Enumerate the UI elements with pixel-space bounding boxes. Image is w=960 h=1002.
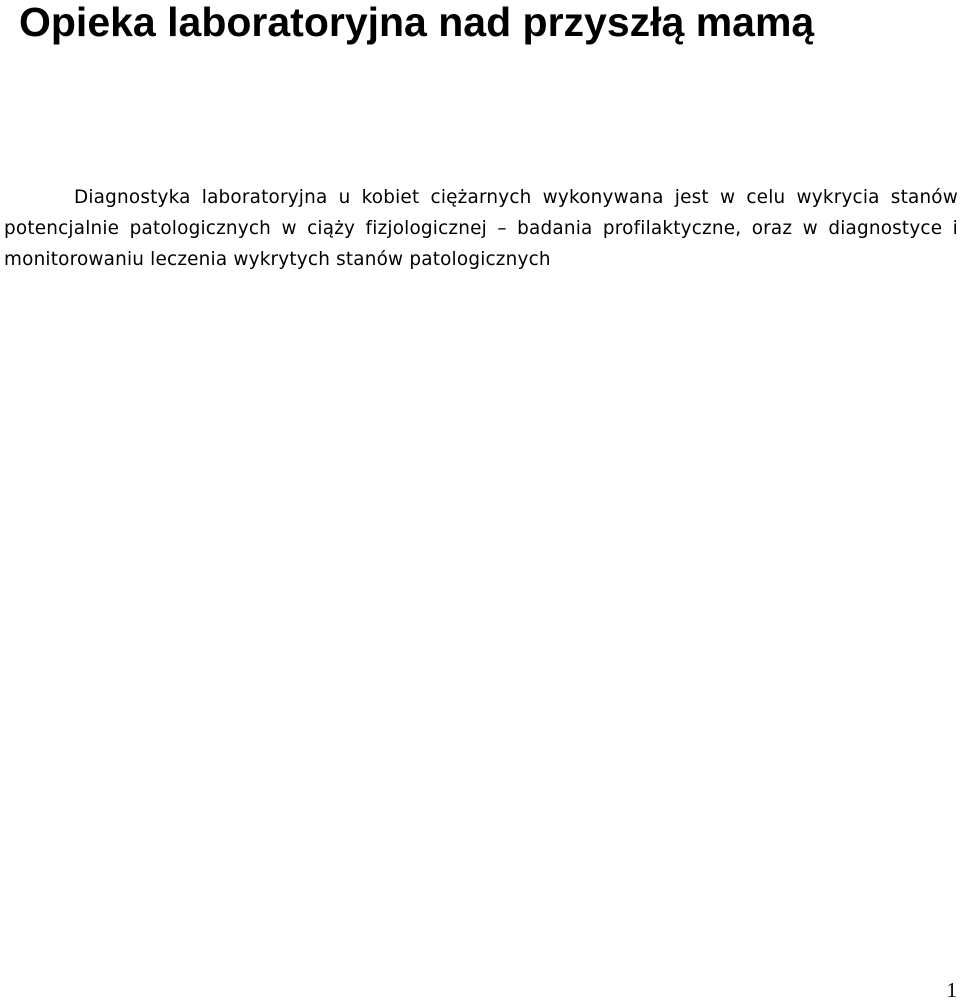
body-paragraph: Diagnostyka laboratoryjna u kobiet ciężarnych wykonywana jest w celu wykrycia stanów potencjalnie patologicznych w ciąży fizjologicznej – badania profilaktyczne, oraz w diagnostyce i monitorowaniu leczenia wykrytych stanów patologicznych (4, 187, 958, 270)
document-title: Opieka laboratoryjna nad przyszłą mamą (19, 0, 815, 45)
page-number: 1 (946, 978, 957, 1002)
